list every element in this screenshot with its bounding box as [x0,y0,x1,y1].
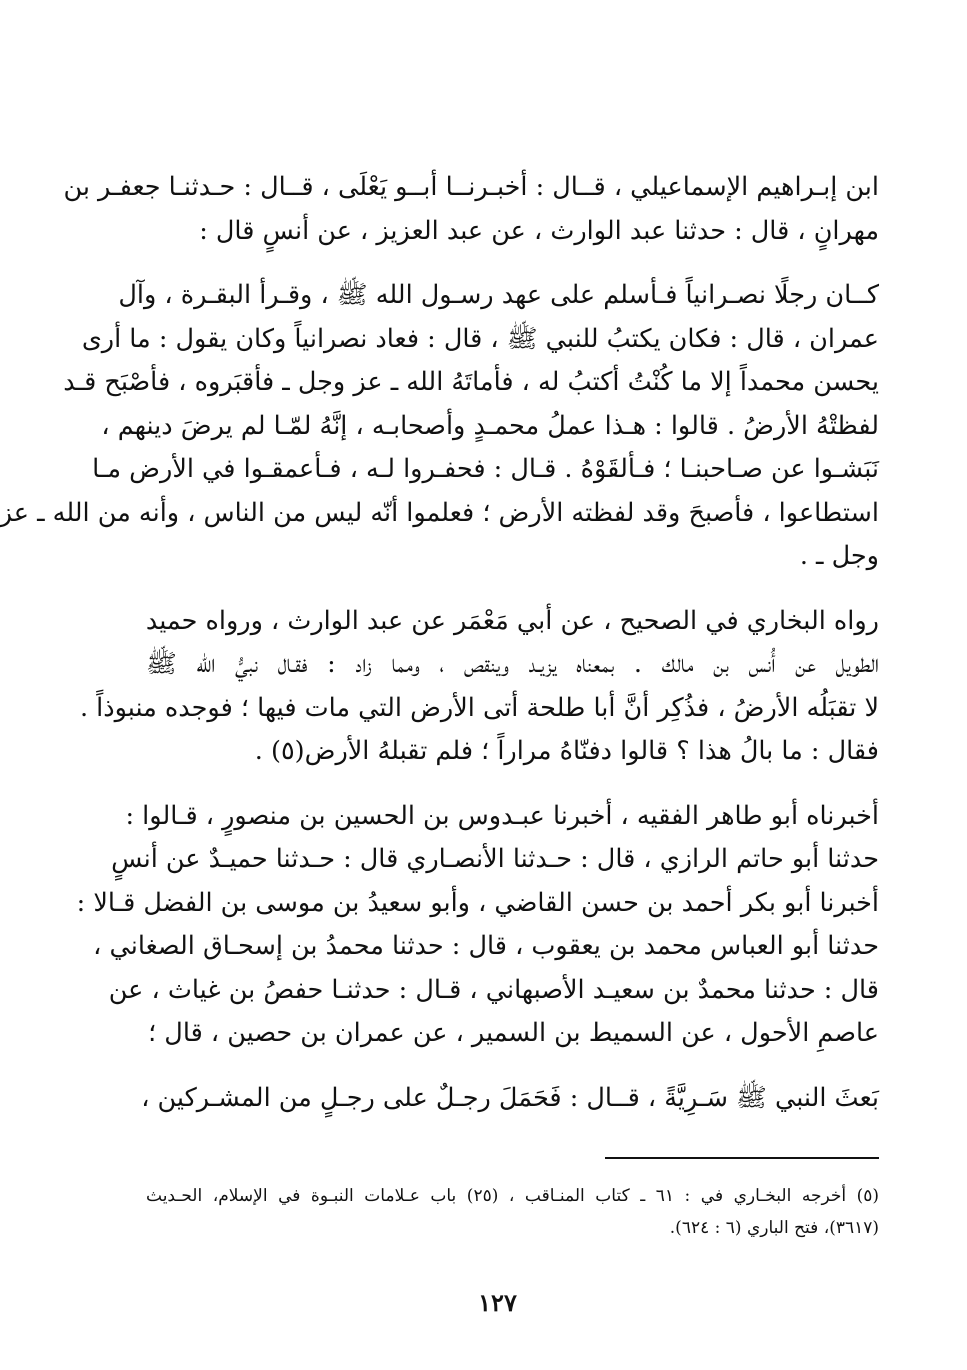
footnotes [146,1180,879,1244]
text-line: عمران ، قال : فكان يكتبُ للنبي ﷺ ، قال : فعاد نصرانياً وكان يقول : ما أرى [81,323,879,354]
text-line: نَبَشـوا عن صـاحبنـا ؛ فـألقَوْهُ . قـال : فحفـروا لـه ، فـأعمقـوا في الأرض مـا [92,454,879,484]
footnote-separator [605,1157,879,1159]
footnote-line: (٥) أخرجه البخـاري في : ٦١ ـ كتاب المنـاقب ، (٢٥) باب عـلامات النبـوة في الإسلام، الحـديث [146,1186,880,1206]
text-line: عاصمِ الأحول ، عن السميط بن السمير ، عن عمران بن حصين ، قال ؛ [148,1018,879,1048]
text-line: أخبرنا أبو بكر أحمد بن حسن القاضي ، وأبو سعيدُ بن موسى بن الفضل قـالا : [76,887,879,918]
text-line: استطاعوا ، فأصبحَ وقد لفظته الأرض ؛ فعلموا أنّه ليس من الناس ، وأنه من الله ـ عز [0,497,879,528]
paragraph-hadith-christian-scribe [0,274,879,579]
text-line: حدثنا أبو العباس محمد بن يعقوب ، قال : حدثنا محمدُ بن إسحـاق الصغاني ، [93,931,879,961]
text-line: ابن إبـراهيم الإسماعيلي ، قــال : أخبـرنــا أبــو يَعْلَى ، قــال : حـدثنـا جعفـر بن [63,172,879,202]
paragraph-sariyya [141,1077,879,1121]
page-number: ١٢٧ [478,1288,517,1317]
text-line: قال : حدثنا محمدٌ بن سعيـد الأصبهاني ، قـال : حدثنـا حفصُ بن غياث ، عن [108,974,879,1005]
footnote-line: (٣٦١٧)، فتح الباري (٦ : ٦٢٤). [669,1218,879,1238]
text-line: وجل ـ . [799,541,879,571]
text-line: يحسن محمداً إلا ما كُنْتُ أكتبُ له ، فأماتَهُ الله ـ عز وجل ـ فأقبَروه ، فأصْبَح قـد [63,367,879,397]
text-line: مهرانٍ ، قال : حدثنا عبد الوارث ، عن عبد العزيز ، عن أنسٍ قال : [199,215,879,246]
text-line: أخبرناه أبو طاهر الفقيه ، أخبرنا عبـدوس بن الحسين بن منصورٍ ، قـالوا : [125,800,879,831]
text-line: رواه البخاري في الصحيح ، عن أبي مَعْمَر عن عبد الوارث ، ورواه حميد [145,605,879,636]
text-line: بَعثَ النبي ﷺ سَـرِيَّةً ، قــال : فَحَمَلَ رجـلٌ على رجـلٍ من المشـركين ، [141,1082,879,1113]
paragraph-bukhari-narration [79,600,879,774]
text-line: لا تقبَلُه الأرضُ ، فذُكِر أنَّ أبا طلحة أتى الأرض التي مات فيها ؛ فوجده منبوذاً . [79,692,879,723]
text-line: لفظتْهُ الأرضُ . قالوا : هـذا عملُ محمـدٍ وأصحابـه ، إنَّهُ لمّـا لم يرضَ دينهم ، [101,410,879,441]
paragraph-isnad-2 [76,795,879,1056]
paragraph-isnad-1 [63,166,879,253]
text-line: فقال : ما بالُ هذا ؟ قالوا دفنّاهُ مراراً ؛ فلم تقبلهُ الأرض(٥) . [254,736,879,766]
text-line: كــان رجلًا نصـرانياً فـأسلم على عهد رسـول الله ﷺ ، وقـرأ البقـرة ، وآل [118,280,879,310]
text-line: حدثنا أبو حاتم الرازي ، قال : حـدثنا الأنصـاري قال : حـدثنا حميـدٌ عن أنسٍ [111,844,879,874]
text-line: الطويل عن أُنس بن مالك . بمعناه يزيـد وينقص ، ومما زاد : فقـال نبيُّ الله ﷺ [146,649,879,679]
